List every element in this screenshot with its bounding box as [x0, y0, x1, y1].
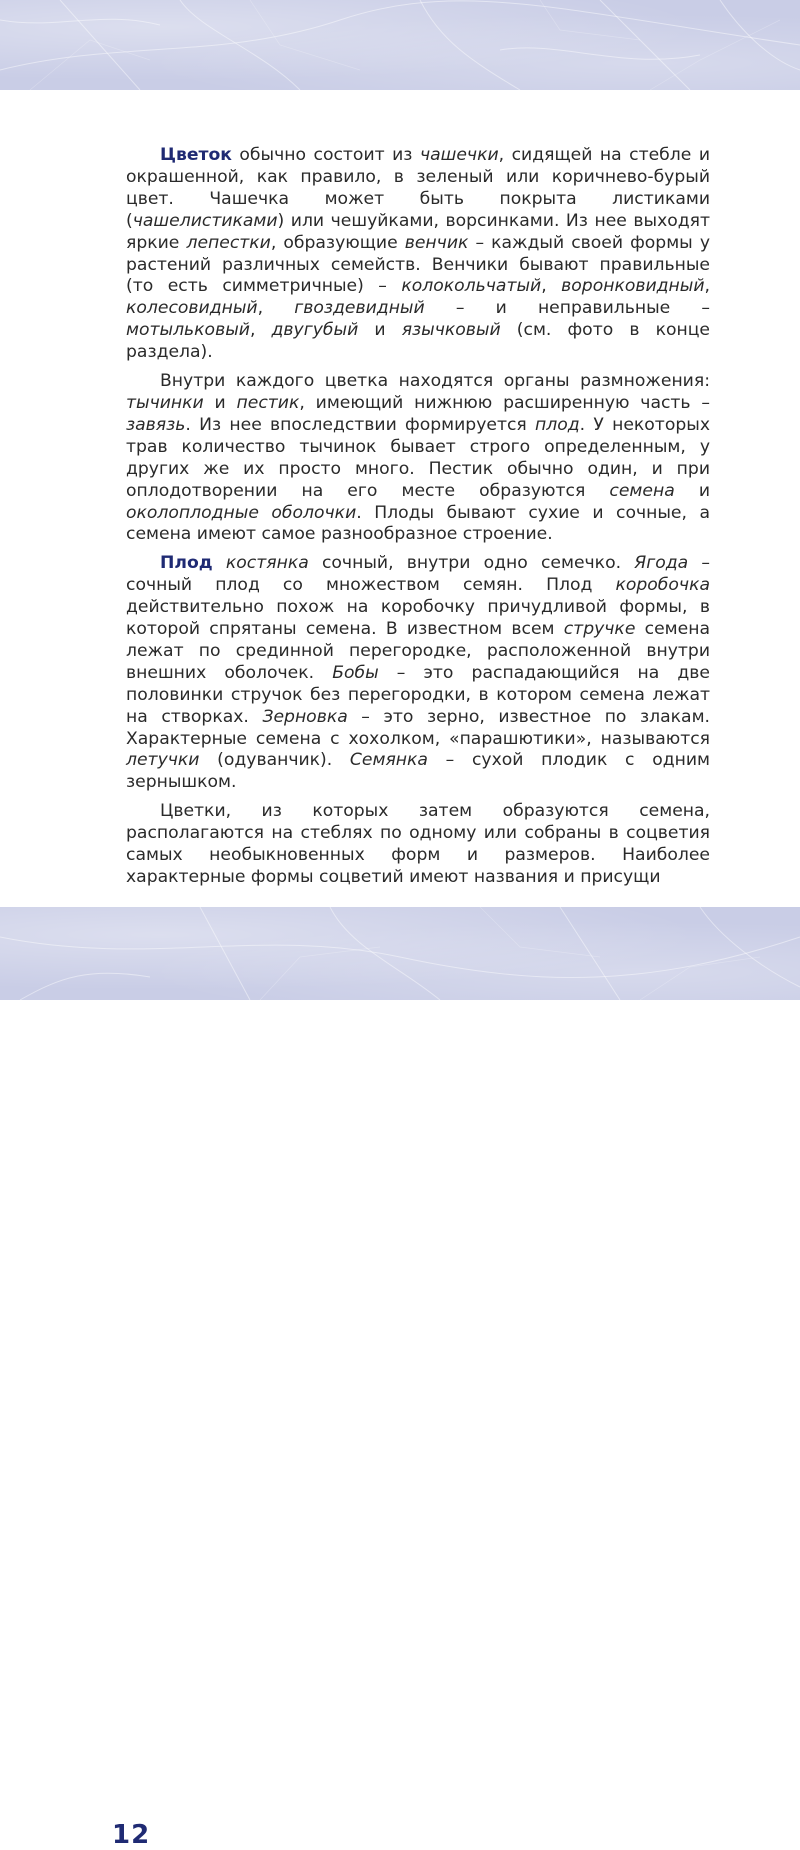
italic-term: коробочка [615, 575, 710, 596]
text-run: – сухой плодик с одним зернышком. [126, 750, 710, 793]
paragraph-inflorescence [126, 801, 710, 889]
page-number: 12 [112, 1820, 151, 1850]
text-run: Внутри каждого цветка находятся органы размножения: [160, 371, 710, 392]
text-run: , [541, 276, 562, 297]
text-run: (одуванчик). [199, 750, 350, 771]
text-run: – и неправильные – [424, 298, 710, 319]
text-run: , [257, 298, 295, 319]
italic-term: двугубый [271, 320, 359, 341]
italic-term: колокольчатый [401, 276, 542, 297]
text-run: , образующие [270, 232, 405, 253]
italic-term: лепестки [186, 232, 271, 253]
italic-term: летучки [126, 750, 200, 771]
text-run: – сочный плод со множеством семян. Плод [126, 553, 710, 596]
article-text [126, 145, 710, 889]
italic-term: завязь [126, 414, 186, 435]
text-run: обычно состоит из [231, 145, 420, 165]
bold-term: Плод [160, 553, 213, 574]
text-run: действительно похож на коробочку причудливой формы, в которой спрятаны семена. В известном всем [126, 597, 710, 640]
italic-term: воронковидный [561, 276, 705, 297]
text-run: сочный, внутри одно семечко. [308, 553, 635, 574]
text-run: – это распадающийся на две половинки стручок без перегородки, в котором семена лежат на створках. [126, 662, 711, 727]
text-run: . У некоторых трав количество тычинок бывает строго определенным, у других же их просто много. Пестик обычно один, и при оплодотворении на его месте образуются [126, 414, 710, 501]
italic-term: стручке [563, 619, 636, 640]
italic-term: язычковый [401, 320, 501, 341]
text-run: и [358, 320, 402, 341]
bold-term: Цветок [160, 145, 232, 165]
text-run: . Плоды бывают сухие и сочные, а семена имеют самое разнообразное строение. [126, 502, 710, 545]
text-run: , имеющий нижнюю расширенную часть – [299, 392, 710, 413]
leaf-texture-top [0, 0, 800, 90]
italic-term: чашелистиками [132, 210, 278, 231]
text-run: и [203, 392, 237, 413]
italic-term: колесовидный [126, 298, 258, 319]
bottom-decorative-band [0, 907, 800, 1850]
text-run: , сидящей на стебле и окрашенной, как правило, в зеленый или коричнево-бурый цвет. Чашечка может быть покрыта листиками ( [126, 145, 710, 231]
top-decorative-band [0, 0, 800, 90]
text-run: (см. фото в конце раздела). [126, 320, 710, 363]
italic-term: плод [535, 414, 580, 435]
italic-term: мотыльковый [126, 320, 250, 341]
text-run: , [704, 276, 710, 297]
paragraph-flower [126, 145, 710, 364]
italic-term: Семянка [349, 750, 428, 771]
italic-term: венчик [404, 232, 469, 253]
paragraph-reproduction [126, 371, 710, 546]
text-run: и [674, 480, 711, 501]
text-run: Цветки, из которых затем образуются семена, располагаются на стеблях по одному или собраны в соцветия самых необыкновенных форм и размеров. Наиболее характерные формы соцветий имеют названия и присущи [126, 801, 710, 887]
italic-term: семена [609, 480, 675, 501]
text-run [213, 553, 226, 573]
italic-term: гвоздевидный [294, 298, 425, 319]
italic-term: тычинки [126, 392, 204, 413]
text-run: семена лежат по срединной перегородке, расположенной внутри внешних оболочек. [126, 619, 710, 683]
italic-term: околоплодные оболочки [126, 502, 357, 523]
text-run: , [249, 320, 272, 341]
italic-term: пестик [236, 392, 300, 413]
text-run: – это зерно, известное по злакам. Характерные семена с хохолком, «парашютики», называются [126, 706, 710, 749]
italic-term: Зерновка [262, 706, 348, 727]
text-run: – каждый своей формы у растений различных семейств. Венчики бывают правильные (то есть симметричные) – [126, 232, 710, 297]
text-run: ) или чешуйками, ворсинками. Из нее выходят яркие [126, 210, 710, 253]
italic-term: костянка [225, 553, 309, 574]
italic-term: чашечки [419, 145, 499, 165]
paragraph-fruit [126, 553, 710, 794]
text-run: . Из нее впоследствии формируется [185, 414, 536, 435]
leaf-texture-bottom [0, 907, 800, 1000]
italic-term: Бобы [332, 662, 379, 683]
italic-term: Ягода [634, 553, 689, 574]
